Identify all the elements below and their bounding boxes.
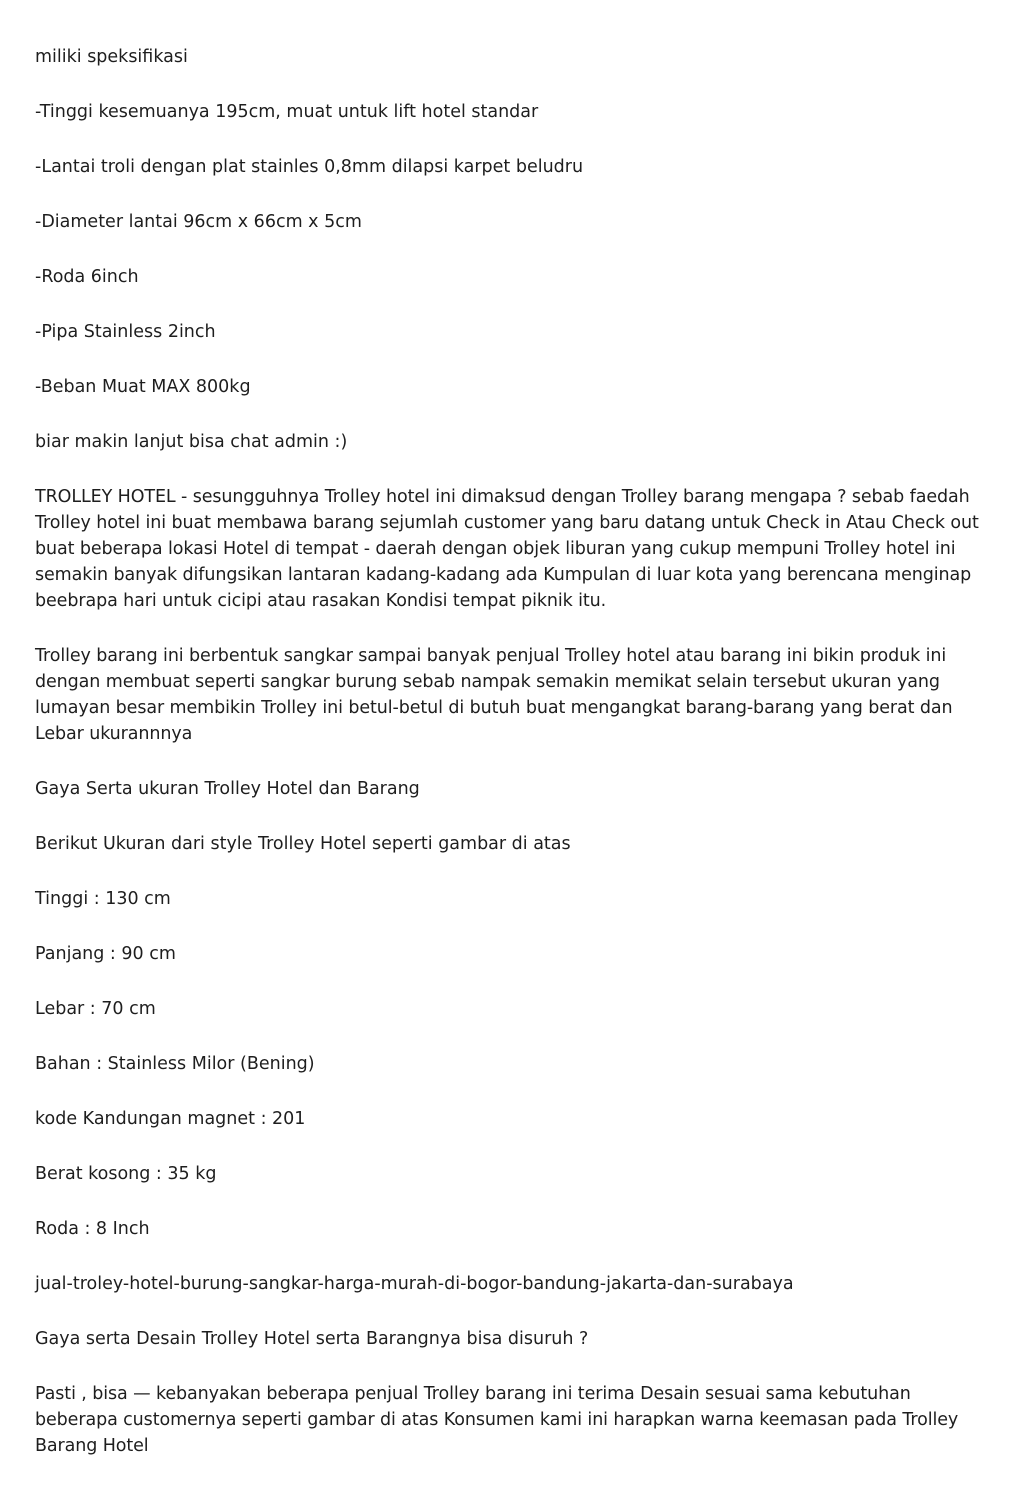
- paragraph-pasti-bisa: Pasti , bisa — kebanyakan beberapa penjual Trolley barang ini terima Desain sesuai sama kebutuhan beberapa customernya seperti gambar di atas Konsumen kami ini harapkan warna keemasan pada Trolley Barang Hotel: [35, 1384, 959, 1456]
- heading-gaya-ukuran: Gaya Serta ukuran Trolley Hotel dan Barang: [35, 779, 420, 799]
- size-bahan: Bahan : Stainless Milor (Bening): [35, 1054, 315, 1074]
- document-body: [35, 44, 995, 1488]
- size-lebar: Lebar : 70 cm: [35, 999, 156, 1019]
- size-berat: Berat kosong : 35 kg: [35, 1164, 217, 1184]
- paragraph-trolley-hotel: TROLLEY HOTEL - sesungguhnya Trolley hotel ini dimaksud dengan Trolley barang mengapa ? sebab faedah Trolley hotel ini buat membawa barang sejumlah customer yang baru datang untuk Check in Atau Check out buat beberapa lokasi Hotel di tempat - daerah dengan objek liburan yang cukup mempuni Trolley hotel ini semakin banyak difungsikan lantaran kadang-kadang ada Kumpulan di luar kota yang berencana menginap beebrapa hari untuk cicipi atau rasakan Kondisi tempat piknik itu.: [35, 487, 979, 611]
- size-magnet: kode Kandungan magnet : 201: [35, 1109, 306, 1129]
- paragraph-chat-admin: biar makin lanjut bisa chat admin :): [35, 432, 348, 452]
- spec-diameter: -Diameter lantai 96cm x 66cm x 5cm: [35, 212, 362, 232]
- spec-wheel: -Roda 6inch: [35, 267, 139, 287]
- heading-desain: Gaya serta Desain Trolley Hotel serta Barangnya bisa disuruh ?: [35, 1329, 589, 1349]
- paragraph-trolley-barang: Trolley barang ini berbentuk sangkar sampai banyak penjual Trolley hotel atau barang ini bikin produk ini dengan membuat seperti sangkar burung sebab nampak semakin memikat selain tersebut ukuran yang lumayan besar membikin Trolley ini betul-betul di butuh buat mengangkat barang-barang yang berat dan Lebar ukurannnya: [35, 646, 953, 744]
- spec-floor: -Lantai troli dengan plat stainles 0,8mm dilapsi karpet beludru: [35, 157, 584, 177]
- spec-height: -Tinggi kesemuanya 195cm, muat untuk lift hotel standar: [35, 102, 539, 122]
- size-roda: Roda : 8 Inch: [35, 1219, 150, 1239]
- spec-pipe: -Pipa Stainless 2inch: [35, 322, 216, 342]
- paragraph-slug: jual-troley-hotel-burung-sangkar-harga-murah-di-bogor-bandung-jakarta-dan-surabaya: [35, 1274, 794, 1294]
- paragraph-intro: miliki speksifikasi: [35, 47, 188, 67]
- size-panjang: Panjang : 90 cm: [35, 944, 176, 964]
- paragraph-ukuran-intro: Berikut Ukuran dari style Trolley Hotel seperti gambar di atas: [35, 834, 571, 854]
- spec-load: -Beban Muat MAX 800kg: [35, 377, 251, 397]
- size-tinggi: Tinggi : 130 cm: [35, 889, 171, 909]
